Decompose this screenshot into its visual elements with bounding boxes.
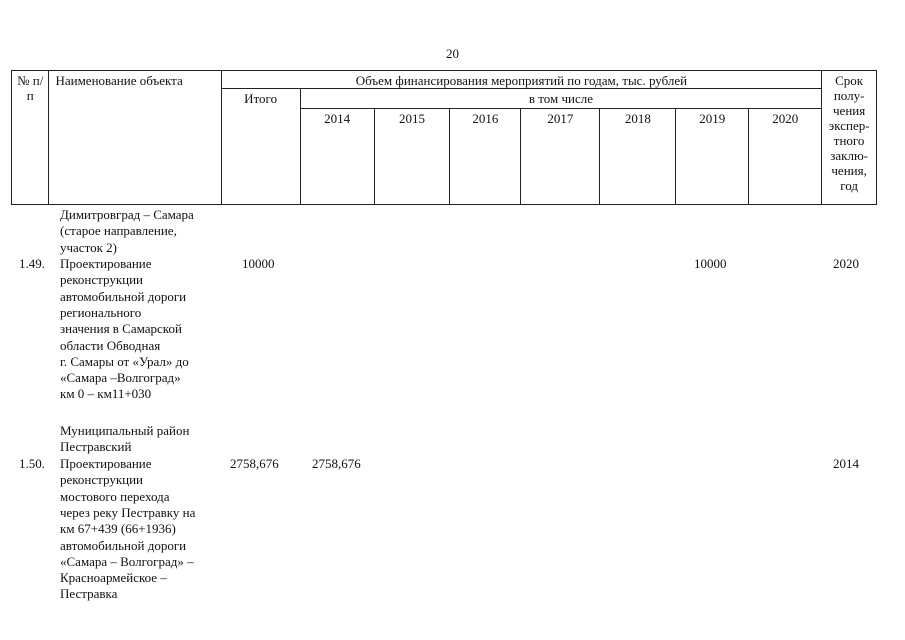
financing-table-header [11, 70, 877, 205]
header-term-line: Срок [835, 73, 864, 88]
header-term-line: год [840, 178, 858, 193]
row-value-2019: 10000 [694, 256, 727, 271]
row-name-line: через реку Пестравку на [60, 504, 196, 520]
row-name-line: мостового перехода [60, 488, 170, 504]
header-year-2016: 2016 [450, 109, 521, 205]
header-name: Наименование объекта [49, 71, 221, 205]
header-year-2015: 2015 [374, 109, 450, 205]
row-name-line: г. Самары от «Урал» до [60, 353, 189, 369]
row-name-line: автомобильной дороги [60, 288, 187, 304]
row-name-line: значения в Самарской [60, 321, 182, 337]
header-term [822, 71, 877, 205]
row-total: 10000 [242, 256, 275, 271]
header-term-line: чения [833, 103, 866, 118]
continuation-line: Димитровград – Самара [60, 207, 194, 222]
header-financing: Объем финансирования мероприятий по годам, тыс. рублей [221, 71, 822, 89]
row-name-line: автомобильной дороги [60, 537, 187, 553]
row-name-line: реконструкции [60, 472, 144, 488]
row-number: 1.50. [19, 456, 45, 471]
header-including: в том числе [300, 89, 822, 109]
header-year-2019: 2019 [676, 109, 749, 205]
header-total: Итого [221, 89, 300, 205]
header-year-2020: 2020 [749, 109, 822, 205]
row-name-line: «Самара –Волгоград» [60, 370, 181, 386]
row-name-line: Красноармейское – [60, 570, 167, 586]
page-number: 20 [446, 46, 459, 61]
row-total: 2758,676 [230, 456, 279, 471]
header-num: № п/п [12, 71, 49, 205]
row-name-line: регионального [60, 304, 142, 320]
row-term: 2020 [833, 256, 859, 271]
row-value-2014: 2758,676 [312, 456, 361, 471]
header-year-2014: 2014 [300, 109, 374, 205]
row-term: 2014 [833, 456, 859, 471]
header-term-line: полу- [833, 88, 865, 103]
row-name-line: км 0 – км11+030 [60, 386, 152, 402]
header-term-line: заклю- [830, 148, 868, 163]
row-name-line: реконструкции [60, 272, 144, 288]
row-number: 1.49. [19, 256, 45, 271]
header-term-line: чения, [831, 163, 867, 178]
section-title-line: Муниципальный район [60, 423, 190, 438]
row-name-line: Проектирование [60, 456, 152, 471]
continuation-line: участок 2) [60, 239, 117, 255]
row-name-line: области Обводная [60, 337, 161, 353]
header-term-line: тного [833, 133, 865, 148]
row-name-line: км 67+439 (66+1936) [60, 521, 176, 537]
row-name-line: Проектирование [60, 256, 152, 271]
row-name-line: Пестравка [60, 586, 118, 602]
section-title-line: Пестравский [60, 439, 132, 455]
continuation-line: (старое направление, [60, 223, 177, 239]
header-term-line: экспер- [828, 118, 870, 133]
header-year-2018: 2018 [600, 109, 676, 205]
header-year-2017: 2017 [521, 109, 600, 205]
row-name-line: «Самара – Волгоград» – [60, 553, 194, 569]
